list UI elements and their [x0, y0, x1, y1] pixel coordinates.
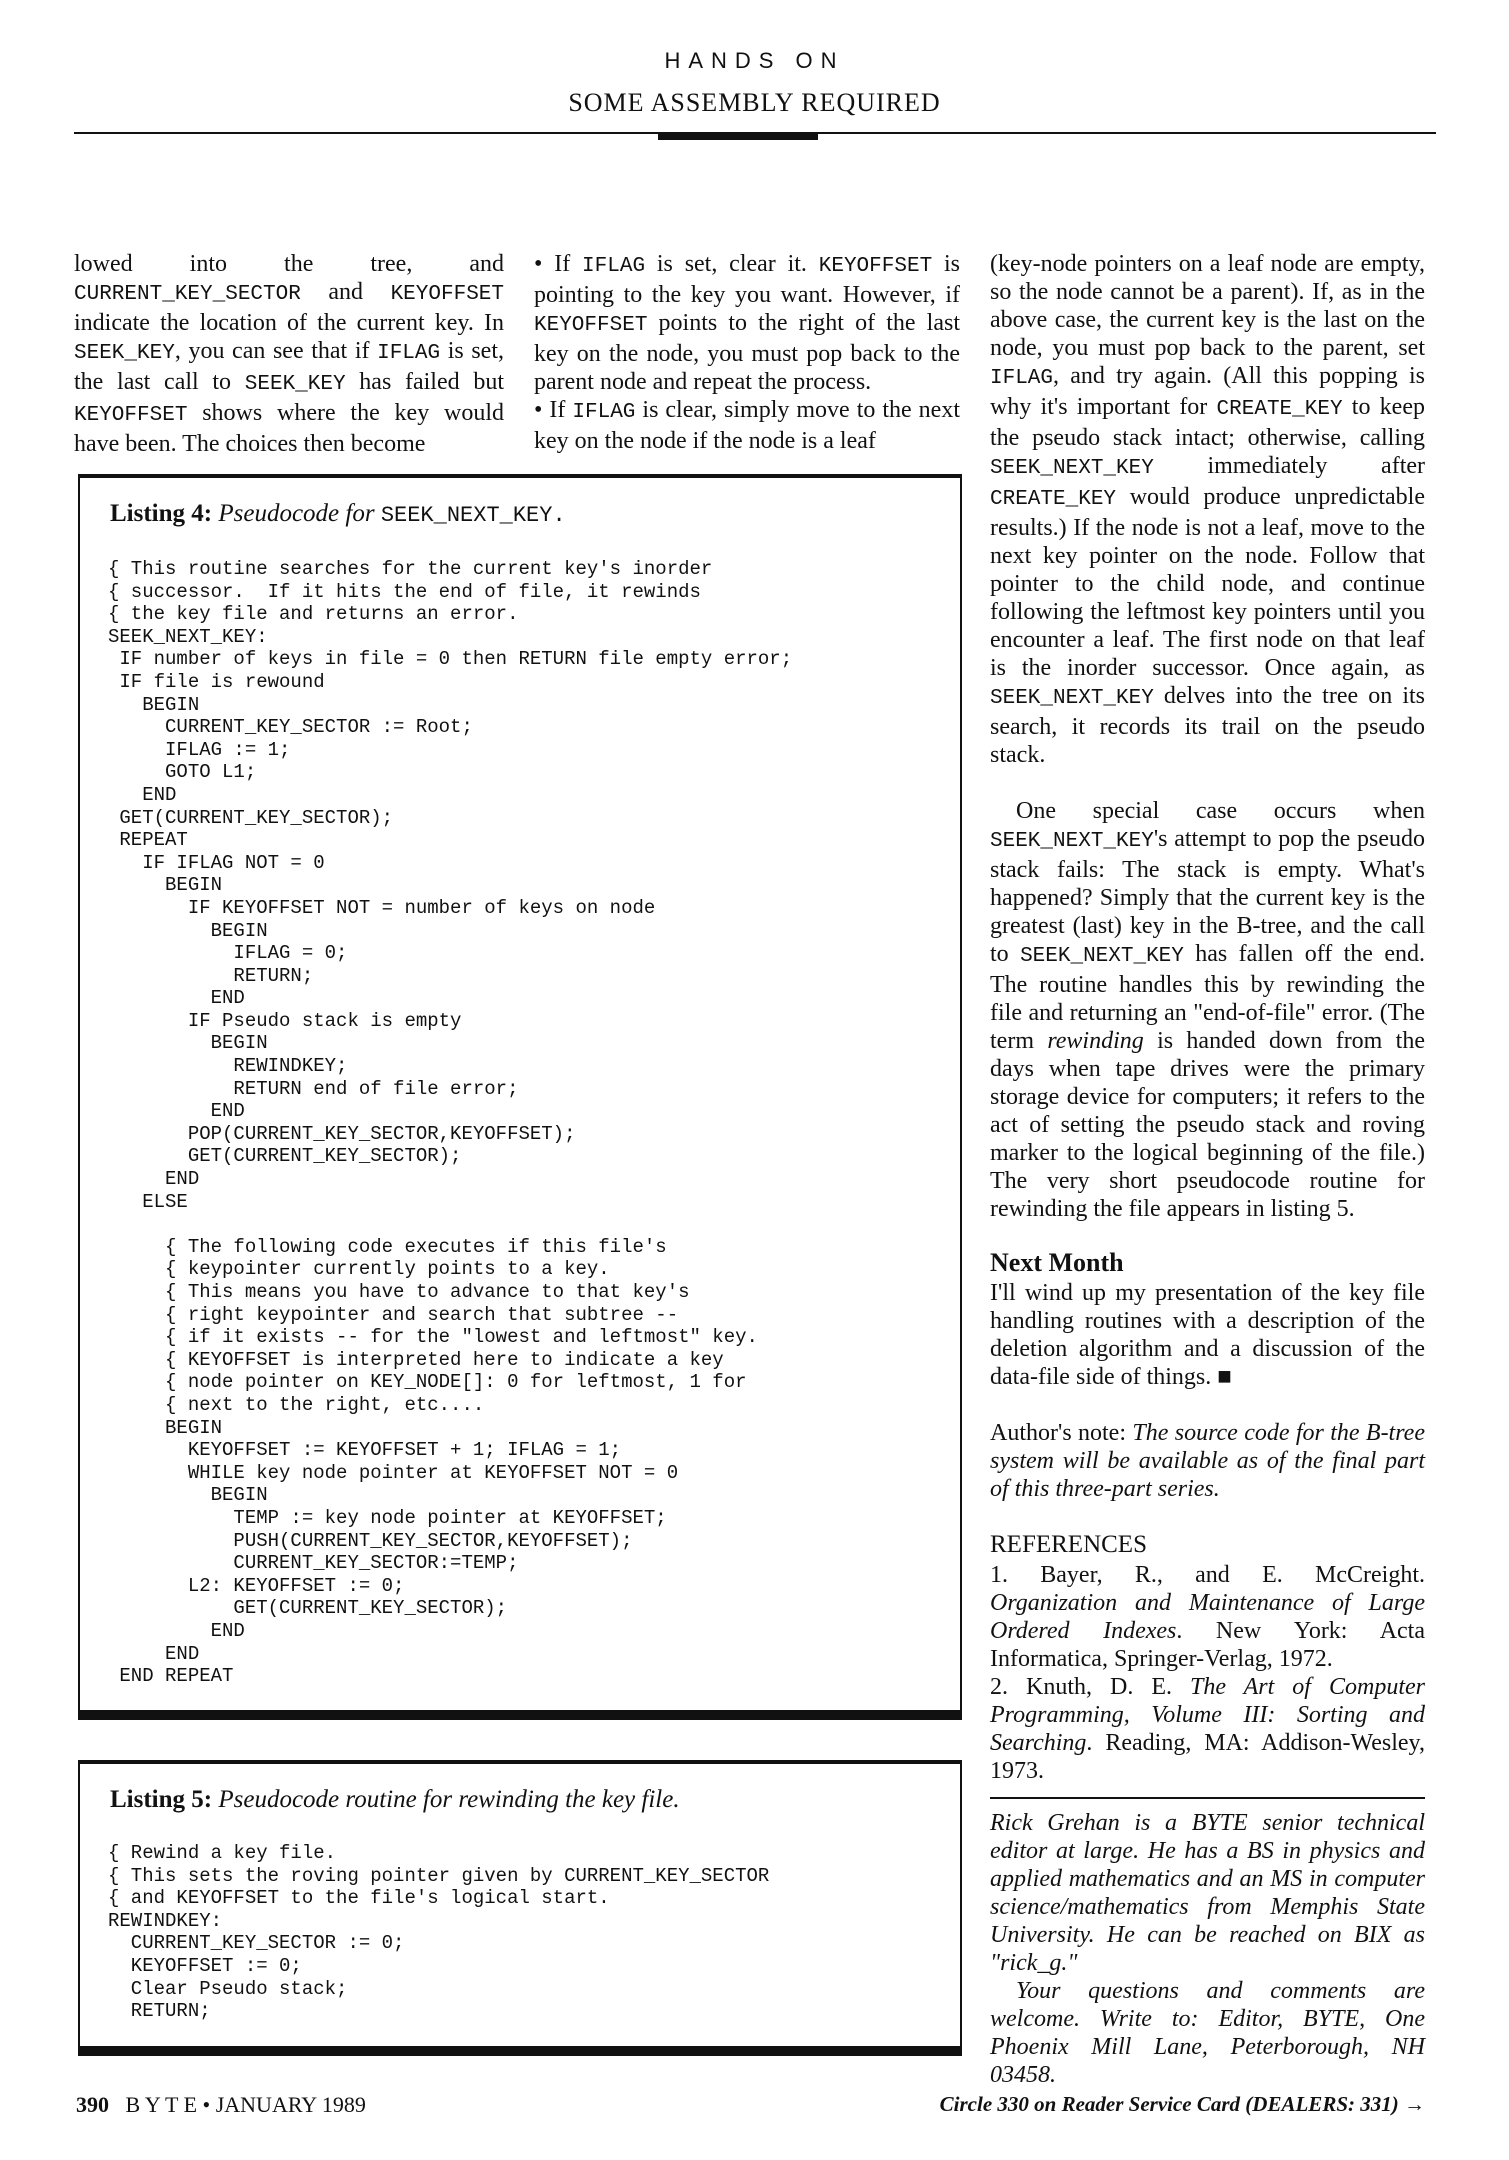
listing-5-title [110, 1786, 680, 1814]
text-run: Organization and Maintenance of Large Ordered Indexes [990, 1590, 1425, 1644]
references-heading: REFERENCES [990, 1531, 1147, 1558]
reference-2 [990, 1673, 1425, 1785]
listing-title-text: Pseudocode for [218, 500, 375, 527]
text-run: has failed but [345, 369, 504, 395]
listing-5-code: { Rewind a key file. { This sets the roving pointer given by CURRENT_KEY_SECTOR { and KEYOFFSET to the file's logical start. REWINDKEY: CURRENT_KEY_SECTOR := 0; KEYOFFSET := 0; Clear Pseudo stack; RETURN; [108, 1842, 770, 2023]
code-term: CURRENT_KEY_SECTOR [74, 283, 301, 306]
text-run: would produce unpredictable results.) If the node is not a leaf, move to the next key pointer on the node. Follow that pointer to the child node, and continue following the leftmost key pointers until you encounter a leaf. The first node on that leaf is the inorder successor. Once again, as [990, 484, 1425, 681]
next-month-text: I'll wind up my presentation of the key file handling routines with a description of the deletion algorithm and a discussion of the data-file side of things. ■ [990, 1280, 1425, 1390]
code-term: IFLAG [990, 367, 1054, 390]
text-run: . New York: Acta Informatica, Springer-Verlag, 1972. [990, 1618, 1425, 1672]
reader-service-note: Circle 330 on Reader Service Card (DEALERS: 331) → [939, 2092, 1425, 2116]
text-run: (key-node pointers on a leaf node are empty, so the node cannot be a parent). If, as in the above case, the current key is the last on the node, you must pop back to the parent, set [990, 251, 1425, 361]
column-2-text [534, 250, 960, 455]
listing-4-title [110, 500, 566, 528]
text-run: • If [534, 251, 583, 277]
text-run: The Art of Computer Programming, Volume III: Sorting and Searching [990, 1674, 1425, 1756]
code-term: SEEK_NEXT_KEY [990, 457, 1154, 480]
bullet-iflag-clear [534, 396, 960, 455]
code-term: IFLAG [377, 342, 441, 365]
listing-5-box [78, 1760, 962, 2056]
bullet-iflag-set [534, 250, 960, 396]
text-run: shows where the key would have been. The choices then become [74, 400, 504, 457]
section-kicker: HANDS ON [664, 48, 845, 73]
text-run: is pointing to the key you want. However, if [534, 251, 960, 308]
code-term: CREATE_KEY [990, 488, 1117, 511]
code-term: SEEK_NEXT_KEY [1020, 945, 1184, 968]
code-term: IFLAG [582, 255, 646, 278]
next-month-heading: Next Month [990, 1248, 1124, 1277]
text-run: Author's note: [990, 1420, 1133, 1446]
text-run: immediately after [1153, 453, 1425, 479]
bio-text: Rick Grehan is a BYTE senior technical editor at large. He has a BS in physics and applied mathematics and an MS in computer science/mathematics from Memphis State University. He can be reached on BIX as "rick_g." [990, 1810, 1425, 1976]
text-run: 1. Bayer, R., and E. McCreight. [990, 1562, 1425, 1588]
column-1-text [74, 250, 504, 458]
text-run: , you can see that if [174, 338, 378, 364]
code-term: KEYOFFSET [390, 283, 504, 306]
column-3-text [990, 250, 1425, 2089]
text-run: delves into the tree on its search, it records its trail on the pseudo stack. [990, 683, 1425, 768]
code-term: SEEK_KEY [244, 373, 346, 396]
text-run: 2. Knuth, D. E. [990, 1674, 1191, 1700]
text-run: One special case occurs when [1016, 798, 1425, 824]
contact-text: Your questions and comments are welcome. Write to: Editor, BYTE, One Phoenix Mill Lane, Peterborough, NH 03458. [990, 1978, 1425, 2088]
header-bar [658, 134, 818, 140]
text-run: is set, clear it. [645, 251, 819, 277]
text-run: The source code for the B-tree system will be available as of the final part of this three-part series. [990, 1420, 1425, 1502]
paragraph-leaf-nodes [990, 250, 1425, 769]
code-term: SEEK_NEXT_KEY [990, 830, 1154, 853]
listing-label: Listing 5: [110, 1786, 213, 1813]
code-term: SEEK_NEXT_KEY [990, 687, 1154, 710]
text-run: is set, the last call to [74, 338, 504, 395]
reference-1 [990, 1561, 1425, 1673]
code-term: KEYOFFSET [818, 255, 933, 278]
text-run: rewinding [1047, 1028, 1144, 1054]
code-term: SEEK_KEY [74, 342, 175, 365]
text-run: • If [534, 397, 573, 423]
code-term: KEYOFFSET [534, 314, 648, 337]
text-run: indicate the location of the current key. In [74, 310, 504, 336]
code-term: KEYOFFSET [74, 404, 188, 427]
text-run: points to the right of the last key on the node, you must pop back to the parent node and repeat the process. [534, 310, 960, 395]
text-run: lowed into the tree, and [74, 251, 504, 277]
text-run: . Reading, MA: Addison-Wesley, 1973. [990, 1730, 1425, 1784]
section-title: SOME ASSEMBLY REQUIRED [568, 88, 941, 117]
listing-label: Listing 4: [110, 500, 213, 527]
authors-note [990, 1419, 1425, 1503]
listing-title-text: Pseudocode routine for rewinding the key file. [218, 1786, 680, 1813]
text-run: , and try again. (All this popping is why it's important for [990, 363, 1425, 420]
page-number: 390 [76, 2092, 109, 2117]
listing-4-code: { This routine searches for the current key's inorder { successor. If it hits the end of file, it rewinds { the key file and returns an error. SEEK_NEXT_KEY: IF number of keys in file = 0 then RETURN file empty error; IF file is rewound BEGIN CURRENT_KEY_SECTOR := Root; IFLAG := 1; GOTO L1; END GET(CURRENT_KEY_SECTOR); REPEAT IF IFLAG NOT = 0 BEGIN IF KEYOFFSET NOT = number of keys on node BEGIN IFLAG = 0; RETURN; END IF Pseudo stack is empty BEGIN REWINDKEY; RETURN end of file error; END POP(CURRENT_KEY_SECTOR,KEYOFFSET); GET(CURRENT_KEY_SECTOR); END ELSE { The following code executes if this file's { keypointer currently points to a key. { This means you have to advance to that key's { right keypointer and search that subtree -- { if it exists -- for the "lowest and leftmost" key. { KEYOFFSET is interpreted here to indicate a key { node pointer on KEY_NODE[]: 0 for leftmost, 1 for { next to the right, etc.... BEGIN KEYOFFSET := KEYOFFSET + 1; IFLAG = 1; WHILE key node pointer at KEYOFFSET NOT = 0 BEGIN TEMP := key node pointer at KEYOFFSET; PUSH(CURRENT_KEY_SECTOR,KEYOFFSET); CURRENT_KEY_SECTOR:=TEMP; L2: KEYOFFSET := 0; GET(CURRENT_KEY_SECTOR); END END END REPEAT [108, 558, 793, 1688]
footer-left [76, 2092, 366, 2118]
code-term: CREATE_KEY [1216, 398, 1343, 421]
text-run: has fallen off the end. The routine handles this by rewinding the file and returning an "end-of-file" error. (The term [990, 941, 1425, 1054]
listing-4-box [78, 474, 962, 1720]
paragraph-special-case [990, 797, 1425, 1223]
magazine-issue: B Y T E • JANUARY 1989 [125, 2092, 366, 2117]
text-run: and [300, 279, 391, 305]
code-term: IFLAG [572, 401, 636, 424]
paragraph-col1 [74, 250, 504, 458]
text-run: to keep the pseudo stack intact; otherwise, calling [990, 394, 1425, 451]
text-run: is clear, simply move to the next key on the node if the node is a leaf [534, 397, 961, 454]
listing-title-code: SEEK_NEXT_KEY. [380, 503, 566, 528]
author-bio [990, 1797, 1425, 2089]
text-run: is handed down from the days when tape drives were the primary storage device for computers; it refers to the act of setting the pseudo stack and roving marker to the logical beginning of the file.) The very short pseudocode routine for rewinding the file appears in listing 5. [990, 1028, 1425, 1222]
text-run: 's attempt to pop the pseudo stack fails: The stack is empty. What's happened? Simply that the current key is the greatest (last) key in the B-tree, and the call to [990, 826, 1425, 967]
